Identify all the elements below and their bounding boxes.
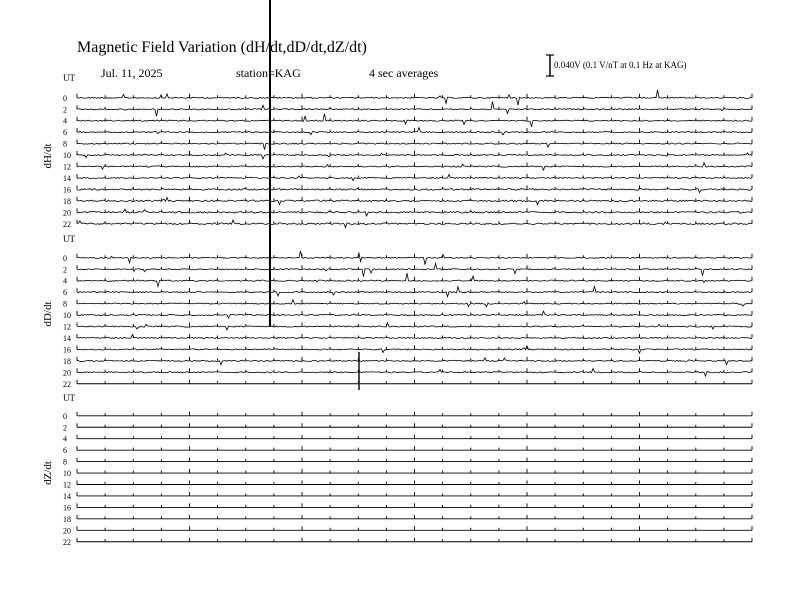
hour-label-dHdt-20: 20: [63, 208, 71, 218]
hour-label-dZdt-6: 6: [63, 446, 67, 456]
tick-marks-dZdt-row-0: [77, 412, 752, 416]
hour-label-dHdt-4: 4: [63, 116, 67, 126]
hour-label-dDdt-2: 2: [63, 265, 67, 275]
tick-marks-dZdt-row-8: [77, 458, 752, 462]
hour-label-dDdt-16: 16: [63, 345, 71, 355]
tick-marks-dHdt-row-8: [77, 140, 752, 144]
hour-label-dZdt-14: 14: [63, 491, 71, 501]
panel-label-dh: dH/dt: [42, 143, 54, 169]
tick-marks-dZdt-row-6: [77, 446, 752, 450]
hour-label-dDdt-8: 8: [63, 299, 67, 309]
tick-marks-dZdt-row-20: [77, 526, 752, 530]
tick-marks-dHdt-row-2: [77, 105, 752, 109]
hour-label-dDdt-22: 22: [63, 379, 71, 389]
tick-marks-dZdt-row-14: [77, 492, 752, 496]
ut-label-dh: UT: [63, 73, 75, 83]
hour-label-dHdt-18: 18: [63, 196, 71, 206]
hour-label-dZdt-16: 16: [63, 503, 71, 513]
tick-marks-dHdt-row-16: [77, 185, 752, 189]
tick-marks-dHdt-row-22: [77, 220, 752, 224]
hour-label-dHdt-14: 14: [63, 173, 71, 183]
hour-label-dZdt-18: 18: [63, 514, 71, 524]
hour-label-dDdt-20: 20: [63, 368, 71, 378]
hour-label-dZdt-10: 10: [63, 469, 71, 479]
hour-label-dDdt-14: 14: [63, 333, 71, 343]
hour-label-dZdt-22: 22: [63, 537, 71, 547]
tick-marks-dZdt-row-4: [77, 435, 752, 439]
hour-label-dZdt-2: 2: [63, 423, 67, 433]
panel-label-dd: dD/dt: [42, 301, 54, 327]
hour-label-dHdt-0: 0: [63, 93, 67, 103]
tick-marks-dHdt-row-10: [77, 151, 752, 155]
chart-title: Magnetic Field Variation (dH/dt,dD/dt,dZ/dt): [77, 39, 367, 56]
averaging-label: 4 sec averages: [369, 66, 439, 80]
hour-label-dDdt-0: 0: [63, 253, 67, 263]
tick-marks-dZdt-row-12: [77, 481, 752, 485]
hour-label-dHdt-16: 16: [63, 185, 71, 195]
station-label: station=KAG: [236, 66, 301, 80]
trace-dHdt-row-8: [77, 143, 752, 150]
panel-label-dz: dZ/dt: [42, 461, 54, 485]
hour-label-dHdt-2: 2: [63, 105, 67, 115]
tick-marks-dDdt-row-0: [77, 254, 752, 258]
hour-label-dDdt-4: 4: [63, 276, 67, 286]
tick-marks-dDdt-row-2: [77, 265, 752, 269]
hour-label-dHdt-8: 8: [63, 139, 67, 149]
hour-label-dHdt-12: 12: [63, 162, 71, 172]
ut-label-dz: UT: [63, 393, 75, 403]
hour-label-dDdt-10: 10: [63, 311, 71, 321]
tick-marks-dZdt-row-2: [77, 423, 752, 427]
tick-marks-dDdt-row-20: [77, 368, 752, 372]
scale-label: 0.040V (0.1 V/nT at 0.1 Hz at KAG): [554, 60, 687, 70]
tick-marks-dZdt-row-18: [77, 515, 752, 519]
hour-label-dZdt-20: 20: [63, 526, 71, 536]
tick-marks-dDdt-row-6: [77, 288, 752, 292]
tick-marks-dDdt-row-22: [77, 380, 752, 384]
hour-label-dDdt-12: 12: [63, 322, 71, 332]
hour-label-dZdt-4: 4: [63, 434, 67, 444]
hour-label-dHdt-10: 10: [63, 151, 71, 161]
tick-marks-dDdt-row-4: [77, 277, 752, 281]
tick-marks-dZdt-row-22: [77, 538, 752, 542]
tick-marks-dHdt-row-6: [77, 128, 752, 132]
hour-label-dZdt-8: 8: [63, 457, 67, 467]
hour-label-dZdt-12: 12: [63, 480, 71, 490]
hour-label-dDdt-18: 18: [63, 356, 71, 366]
date-label: Jul. 11, 2025: [101, 66, 163, 80]
hour-label-dHdt-6: 6: [63, 128, 67, 138]
hour-label-dHdt-22: 22: [63, 219, 71, 229]
hour-label-dDdt-6: 6: [63, 288, 67, 298]
tick-marks-dZdt-row-10: [77, 469, 752, 473]
tick-marks-dHdt-row-0: [77, 94, 752, 98]
hour-label-dZdt-0: 0: [63, 411, 67, 421]
ut-label-dd: UT: [63, 234, 75, 244]
tick-marks-dHdt-row-4: [77, 117, 752, 121]
tick-marks-dZdt-row-16: [77, 503, 752, 507]
